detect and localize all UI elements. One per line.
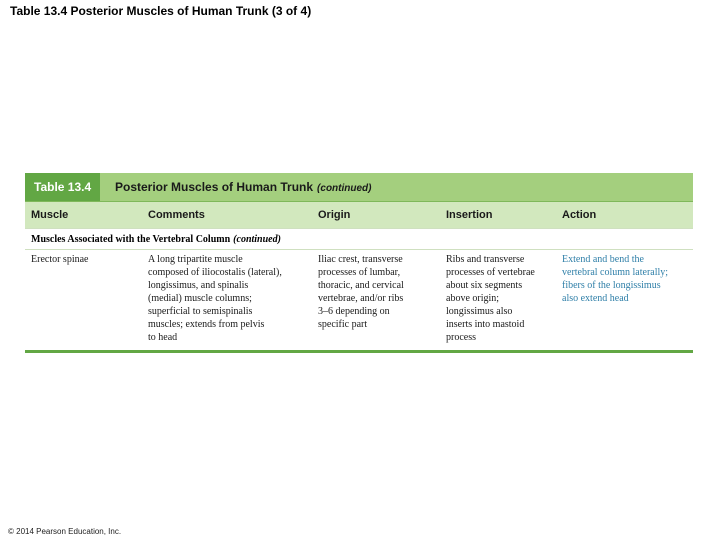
cell-line: to head: [148, 332, 178, 343]
cell-origin: [312, 253, 440, 350]
column-header-muscle: Muscle: [31, 209, 69, 221]
cell-action: [556, 253, 693, 350]
section-title: Muscles Associated with the Vertebral Column: [31, 233, 231, 245]
cell-muscle: [25, 253, 142, 350]
column-header-row: [25, 201, 693, 228]
cell-line: composed of iliocostalis (lateral),: [148, 267, 282, 278]
cell-line: above origin;: [446, 293, 500, 304]
column-header-action: Action: [562, 209, 597, 221]
cell-line: processes of vertebrae: [446, 267, 535, 278]
copyright-notice: © 2014 Pearson Education, Inc.: [8, 527, 122, 536]
cell-line: Extend and bend the: [562, 254, 644, 265]
muscle-table: [25, 173, 693, 353]
slide-title: Table 13.4 Posterior Muscles of Human Trunk (3 of 4): [10, 4, 312, 18]
cell-line: muscles; extends from pelvis: [148, 319, 265, 330]
table-title-text: Posterior Muscles of Human Trunk: [115, 180, 314, 194]
table-title-suffix: (continued): [317, 183, 372, 194]
cell-line: 3–6 depending on: [318, 306, 390, 317]
cell-line: vertebrae, and/or ribs: [318, 293, 404, 304]
cell-line: thoracic, and cervical: [318, 280, 404, 291]
cell-line: fibers of the longissimus: [562, 280, 661, 291]
table-number: Table 13.4: [25, 173, 100, 201]
cell-line: longissimus, and spinalis: [148, 280, 249, 291]
column-header-comments: Comments: [148, 209, 205, 221]
column-header-origin: Origin: [318, 209, 351, 221]
table-row: [25, 250, 693, 353]
cell-line: (medial) muscle columns;: [148, 293, 252, 304]
column-header-insertion: Insertion: [446, 209, 493, 221]
cell-line: A long tripartite muscle: [148, 254, 243, 265]
cell-line: Ribs and transverse: [446, 254, 525, 265]
cell-line: Iliac crest, transverse: [318, 254, 403, 265]
cell-line: about six segments: [446, 280, 523, 291]
cell-line: also extend head: [562, 293, 629, 304]
table-header-bar: [25, 173, 693, 201]
cell-insertion: [440, 253, 556, 350]
cell-line: specific part: [318, 319, 368, 330]
cell-line: longissimus also: [446, 306, 513, 317]
cell-comments: [142, 253, 312, 350]
section-suffix: (continued): [233, 233, 281, 245]
cell-line: process: [446, 332, 476, 343]
cell-line: Erector spinae: [31, 254, 89, 265]
section-heading: [25, 228, 693, 250]
cell-line: vertebral column laterally;: [562, 267, 669, 278]
cell-line: inserts into mastoid: [446, 319, 525, 330]
table-title: [100, 180, 371, 194]
cell-line: superficial to semispinalis: [148, 306, 253, 317]
cell-line: processes of lumbar,: [318, 267, 401, 278]
